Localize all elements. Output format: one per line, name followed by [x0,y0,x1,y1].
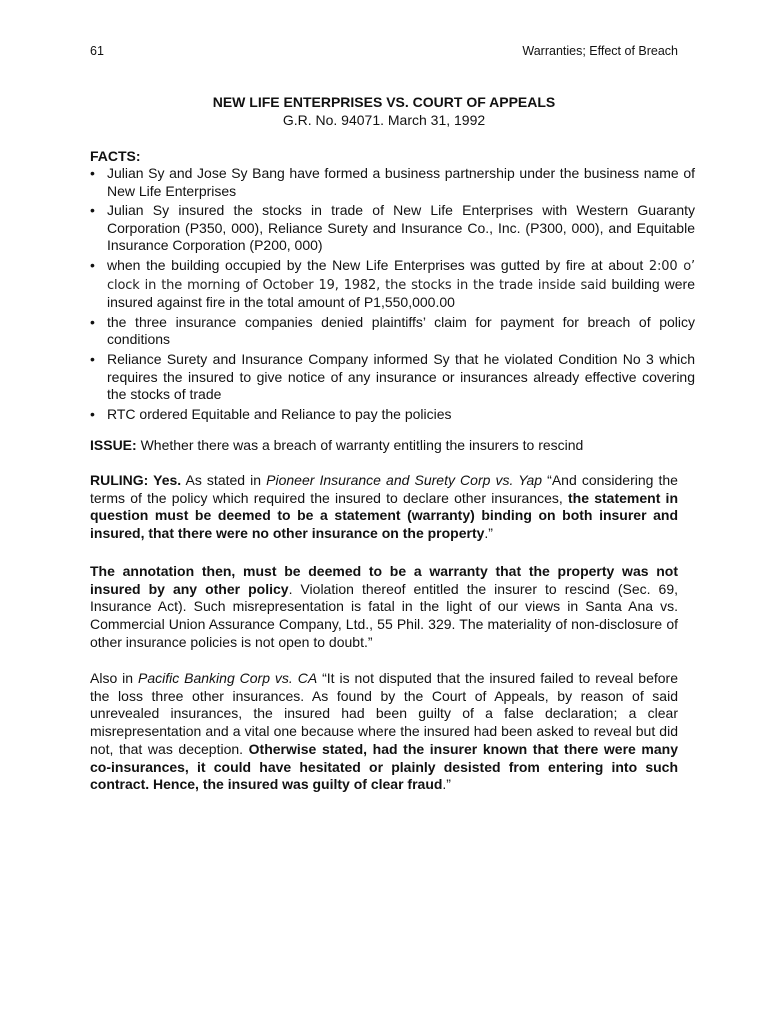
annotation-rest: . Violation thereof entitled the insurer to rescind (Sec. 69, Insurance Act). Such misrepresentation is fatal in the light of our views in Santa Ana vs. Commercial Union Assurance Company, Ltd., 55 Phil. 329. The materiality of non-disclosure of other insurance policies is not open to doubt.” [90,580,678,650]
running-title: Warranties; Effect of Breach [522,44,678,58]
page-number: 61 [90,44,104,58]
list-item: • Julian Sy and Jose Sy Bang have formed a business partnership under the business name of New Life Enterprises [107,165,695,200]
issue-label: ISSUE: [90,437,137,453]
ruling-bold-statement: the statement in question must be deemed to be a statement (warranty) binding on both insurer and insured, that there were no other insurance on the property [90,489,678,542]
case-title-block [90,93,678,129]
annotation-paragraph [90,563,678,652]
fire-fact-detail: 2:00 o’ clock in the morning of October 19, 1982, the stocks in the trade inside said [107,258,695,293]
list-item: • Reliance Surety and Insurance Company informed Sy that he violated Condition No 3 which requires the insured to give notice of any insurance or insurances already effective covering the stocks of trade [107,351,695,404]
fire-fact-text: when the building occupied by the New Life Enterprises was gutted by fire at about [107,256,649,273]
ruling-case-name: Pioneer Insurance and Surety Corp vs. Yap [266,472,543,488]
ruling-quote-end: .” [484,525,493,542]
pacific-intro: Also in [90,670,138,686]
pacific-paragraph [90,670,678,794]
pacific-case-name: Pacific Banking Corp vs. CA [137,670,318,686]
facts-list [90,165,695,423]
ruling-intro: As stated in [181,472,267,488]
list-item: • the three insurance companies denied plaintiffs’ claim for payment for breach of policy conditions [107,314,695,349]
case-title: NEW LIFE ENTERPRISES VS. COURT OF APPEALS [212,94,556,110]
pacific-quote: “It is not disputed that the insured failed to reveal before the loss three other insurances. As found by the Court of Appeals, by reason of said unrevealed insurances, the insured had been guilty of a false declaration; a clear misrepresentation and a vital one because where the insured had been asked to reveal but did not, that was deception. [90,670,678,757]
ruling-quote-start: “And considering the terms of the policy which required the insured to declare other insurances, [90,472,678,506]
pacific-bold: Otherwise stated, had the insurer known that there were many co-insurances, it could have hesitated or plainly desisted from entering into such contract. Hence, the insured was guilty of clear fraud [90,740,678,793]
list-item: • RTC ordered Equitable and Reliance to pay the policies [107,406,695,424]
ruling-paragraph [90,472,678,543]
fire-fact-amount: building were insured against fire in the total amount of P1,550,000.00 [107,275,695,311]
list-item: • Julian Sy insured the stocks in trade of New Life Enterprises with Western Guaranty Corporation (P350, 000), Reliance Surety and Insurance Co., Inc. (P300, 000), and Equitable Insurance Corporation (P200, 000) [107,202,695,255]
pacific-end: .” [442,776,451,793]
case-citation: G.R. No. 94071. March 31, 1992 [282,112,486,128]
ruling-label: RULING: Yes. [90,472,182,488]
issue-paragraph [90,437,678,455]
issue-text: Whether there was a breach of warranty entitling the insurers to rescind [136,437,584,453]
list-item [107,257,695,312]
facts-heading: FACTS: [90,148,141,164]
page-header [90,44,678,58]
annotation-bold: The annotation then, must be deemed to be a warranty that the property was not insured by any other policy [90,563,678,597]
